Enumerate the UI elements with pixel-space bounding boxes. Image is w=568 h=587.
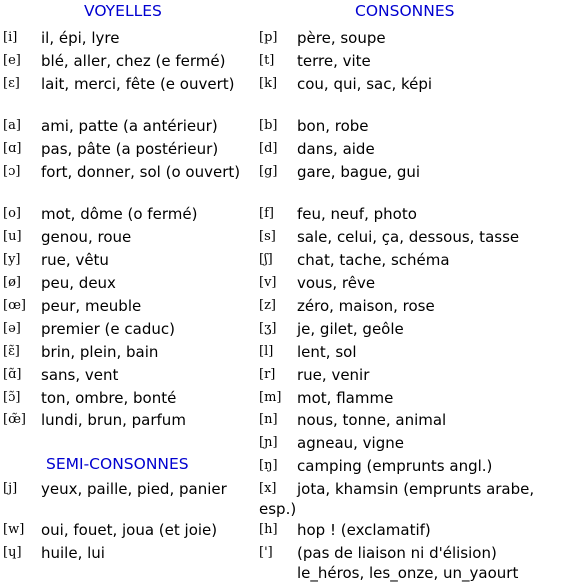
phoneme: ['] bbox=[259, 545, 273, 560]
phoneme: [r] bbox=[259, 367, 276, 382]
example: huile, lui bbox=[41, 544, 105, 562]
phoneme: [y] bbox=[3, 252, 21, 267]
example: père, soupe bbox=[297, 29, 386, 47]
example: premier (e caduc) bbox=[41, 320, 175, 338]
row-u bbox=[3, 227, 253, 247]
phoneme: [m] bbox=[259, 390, 282, 405]
row-nasal-a bbox=[3, 365, 253, 385]
row-p bbox=[259, 28, 565, 48]
row-a bbox=[3, 116, 253, 136]
phoneme: [o] bbox=[3, 206, 21, 221]
row-z bbox=[259, 296, 565, 316]
phoneme: [ɲ] bbox=[259, 435, 278, 450]
example: yeux, paille, pied, panier bbox=[41, 480, 227, 498]
phoneme: [d] bbox=[259, 141, 278, 156]
phoneme: [i] bbox=[3, 30, 18, 45]
row-oe-open bbox=[3, 296, 253, 316]
header-voyelles: VOYELLES bbox=[84, 2, 162, 20]
example: peu, deux bbox=[41, 274, 116, 292]
example: rue, venir bbox=[297, 366, 370, 384]
example: ami, patte (a antérieur) bbox=[41, 117, 218, 135]
phoneme: [ɔ̃] bbox=[3, 390, 21, 405]
phoneme: [p] bbox=[259, 30, 278, 45]
row-b bbox=[259, 116, 565, 136]
phoneme: [e] bbox=[3, 53, 21, 68]
row-g bbox=[259, 162, 565, 182]
example: feu, neuf, photo bbox=[297, 205, 417, 223]
example: pas, pâte (a postérieur) bbox=[41, 140, 219, 158]
row-v bbox=[259, 273, 565, 293]
example: cou, qui, sac, képi bbox=[297, 75, 433, 93]
example: agneau, vigne bbox=[297, 434, 404, 452]
row-m bbox=[259, 388, 565, 408]
example: rue, vêtu bbox=[41, 251, 109, 269]
header-consonnes: CONSONNES bbox=[355, 2, 455, 20]
phoneme: [f] bbox=[259, 206, 274, 221]
row-j bbox=[3, 479, 253, 499]
row-oe-closed bbox=[3, 273, 253, 293]
row-i bbox=[3, 28, 253, 48]
phoneme: [v] bbox=[259, 275, 277, 290]
row-d bbox=[259, 139, 565, 159]
row-e bbox=[3, 51, 253, 71]
row-t bbox=[259, 51, 565, 71]
phoneme: [ʃ] bbox=[259, 252, 273, 267]
example: chat, tache, schéma bbox=[297, 251, 450, 269]
phoneme: [s] bbox=[259, 229, 276, 244]
example: camping (emprunts angl.) bbox=[297, 457, 493, 475]
phoneme: [ʒ] bbox=[259, 321, 277, 336]
example: oui, fouet, joua (et joie) bbox=[41, 521, 218, 539]
phoneme: [ɔ] bbox=[3, 164, 21, 179]
phoneme: [x] bbox=[259, 481, 277, 496]
row-nasal-e bbox=[3, 342, 253, 362]
row-alpha bbox=[3, 139, 253, 159]
header-semi-consonnes: SEMI-CONSONNES bbox=[46, 455, 189, 473]
phoneme: [a] bbox=[3, 118, 21, 133]
example: sale, celui, ça, dessous, tasse bbox=[297, 228, 520, 246]
phoneme: [ŋ] bbox=[259, 458, 278, 473]
row-h bbox=[259, 520, 565, 540]
example: nous, tonne, animal bbox=[297, 411, 447, 429]
example: bon, robe bbox=[297, 117, 369, 135]
row-gn bbox=[259, 433, 565, 453]
phoneme: [n] bbox=[259, 412, 278, 427]
example: zéro, maison, rose bbox=[297, 297, 435, 315]
example: vous, rêve bbox=[297, 274, 376, 292]
phoneme: [l] bbox=[259, 344, 274, 359]
example: lent, sol bbox=[297, 343, 357, 361]
row-h-turned bbox=[3, 543, 253, 563]
example: sans, vent bbox=[41, 366, 119, 384]
example: genou, roue bbox=[41, 228, 132, 246]
row-nasal-o bbox=[3, 388, 253, 408]
row-o bbox=[3, 204, 253, 224]
phoneme: [ɛ] bbox=[3, 76, 20, 91]
phoneme: [b] bbox=[259, 118, 278, 133]
row-s bbox=[259, 227, 565, 247]
phoneme: [g] bbox=[259, 164, 278, 179]
example: il, épi, lyre bbox=[41, 29, 120, 47]
row-w bbox=[3, 520, 253, 540]
phoneme: [œ̃] bbox=[3, 412, 26, 427]
example: jota, khamsin (emprunts arabe, esp.) bbox=[259, 480, 535, 518]
row-nasal-oe bbox=[3, 410, 253, 430]
example: je, gilet, geôle bbox=[297, 320, 404, 338]
example: (pas de liaison ni d'élision) le_héros, les_onze, un_yaourt bbox=[297, 544, 519, 582]
phoneme: [u] bbox=[3, 229, 22, 244]
example: terre, vite bbox=[297, 52, 371, 70]
phoneme: [k] bbox=[259, 76, 278, 91]
example: lundi, brun, parfum bbox=[41, 411, 186, 429]
phoneme: [ɑ] bbox=[3, 141, 22, 156]
example: gare, bague, gui bbox=[297, 163, 421, 181]
row-r bbox=[259, 365, 565, 385]
phoneme: [z] bbox=[259, 298, 276, 313]
phoneme: [t] bbox=[259, 53, 275, 68]
phoneme: [ø] bbox=[3, 275, 21, 290]
phoneme: [h] bbox=[259, 522, 278, 537]
row-y bbox=[3, 250, 253, 270]
row-x bbox=[259, 479, 565, 519]
phoneme: [ɑ̃] bbox=[3, 367, 22, 382]
phoneme: [œ] bbox=[3, 298, 26, 313]
example: fort, donner, sol (o ouvert) bbox=[41, 163, 241, 181]
phoneme: [w] bbox=[3, 522, 25, 537]
phoneme: [ɥ] bbox=[3, 545, 22, 560]
example: mot, flamme bbox=[297, 389, 394, 407]
example: peur, meuble bbox=[41, 297, 142, 315]
example: blé, aller, chez (e fermé) bbox=[41, 52, 226, 70]
phoneme: [j] bbox=[3, 481, 18, 496]
example: dans, aide bbox=[297, 140, 375, 158]
example: lait, merci, fête (e ouvert) bbox=[41, 75, 235, 93]
row-h-aspire bbox=[259, 543, 565, 583]
example: hop ! (exclamatif) bbox=[297, 521, 431, 539]
phoneme: [ɛ̃] bbox=[3, 344, 20, 359]
row-sh bbox=[259, 250, 565, 270]
row-open-o bbox=[3, 162, 253, 182]
row-k bbox=[259, 74, 565, 94]
row-f bbox=[259, 204, 565, 224]
row-schwa bbox=[3, 319, 253, 339]
row-l bbox=[259, 342, 565, 362]
example: ton, ombre, bonté bbox=[41, 389, 177, 407]
row-zh bbox=[259, 319, 565, 339]
example: mot, dôme (o fermé) bbox=[41, 205, 198, 223]
example: brin, plein, bain bbox=[41, 343, 159, 361]
row-ng bbox=[259, 456, 565, 476]
row-eps bbox=[3, 74, 253, 94]
row-n bbox=[259, 410, 565, 430]
phoneme: [ə] bbox=[3, 321, 21, 336]
